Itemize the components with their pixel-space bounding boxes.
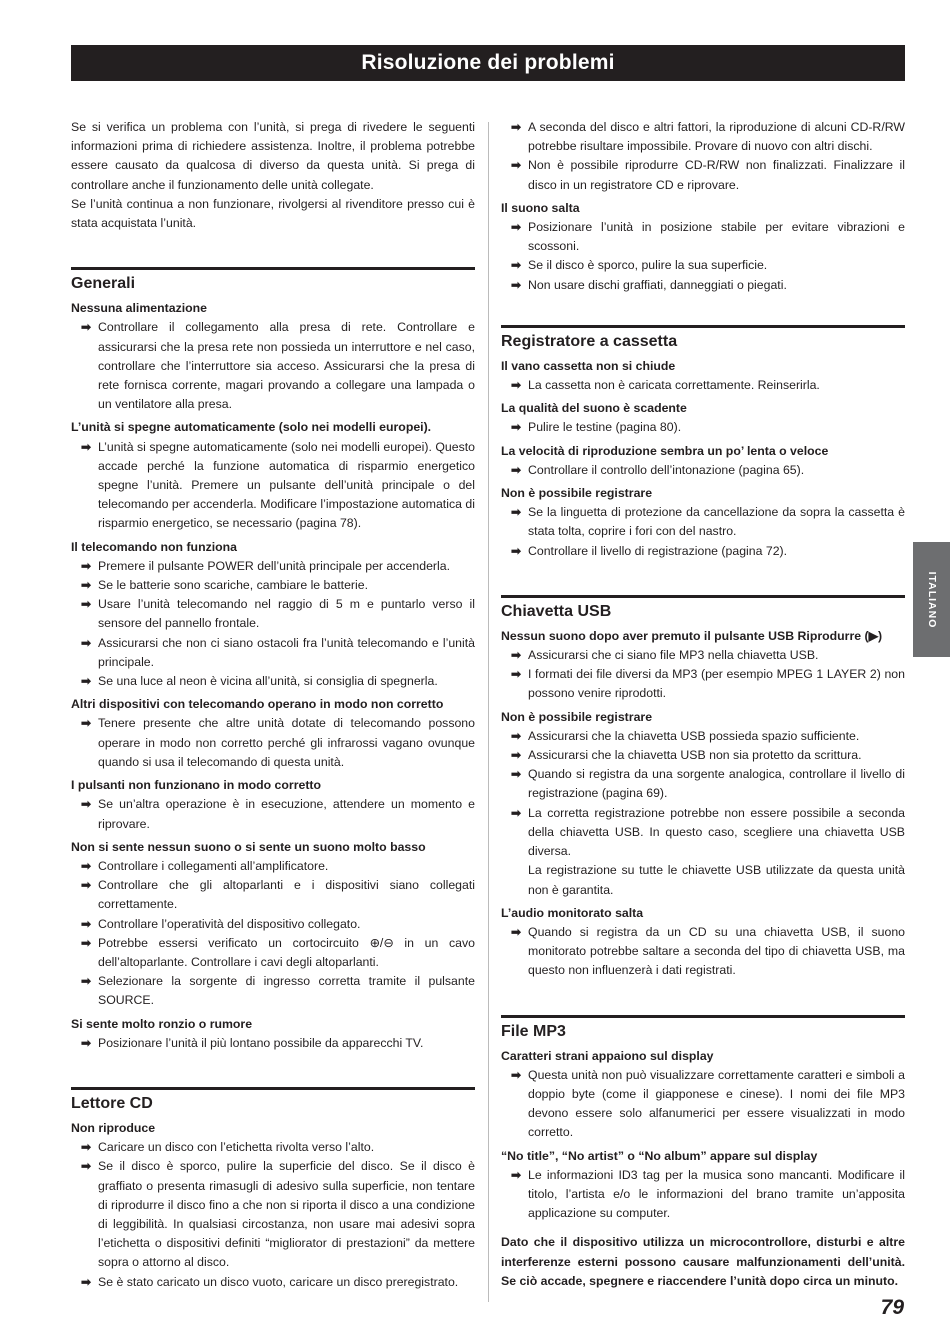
list-item-text: Caricare un disco con l’etichetta rivolta verso l’alto. — [98, 1140, 375, 1155]
list-item-text: Quando si registra da un CD su una chiavetta USB, il suono monitorato potrebbe saltare a seconda del tipo di chiavetta USB, ma questo non influenzerà i dati registrati. — [528, 924, 905, 978]
problem-heading: Il vano cassetta non si chiude — [501, 358, 676, 373]
list-item-text: Assicurarsi che la chiavetta USB possieda spazio sufficiente. — [528, 728, 860, 743]
section-body — [501, 627, 905, 981]
arrow-right-icon: ➡ — [81, 1140, 92, 1155]
problem-heading: Il suono salta — [501, 200, 580, 215]
list-item-text: Pulire le testine (pagina 80). — [528, 420, 682, 435]
section-title: File MP3 — [501, 1022, 566, 1040]
language-tab-label: ITALIANO — [925, 571, 938, 628]
problem-heading: La velocità di riproduzione sembra un po’ lenta o veloce — [501, 443, 829, 458]
arrow-right-icon: ➡ — [81, 635, 92, 650]
list-item-text: Controllare il livello di registrazione (pagina 72). — [528, 543, 788, 558]
list-item — [71, 672, 475, 691]
arrow-right-icon: ➡ — [81, 1035, 92, 1050]
arrow-right-icon: ➡ — [511, 462, 522, 477]
right-column — [501, 118, 905, 1291]
list-item — [71, 1034, 475, 1053]
list-item-text: Quando si registra da una sorgente analogica, controllare il livello di registrazione (pagina 69). — [528, 767, 905, 801]
page-title: Risoluzione dei problemi — [71, 45, 905, 81]
list-item — [501, 765, 905, 803]
list-item-text: Usare l’unità telecomando nel raggio di 5 m e puntarlo verso il sensore del pannello frontale. — [98, 597, 475, 631]
list-item — [71, 1138, 475, 1157]
intro-paragraph-2: Se l’unità continua a non funzionare, rivolgersi al rivenditore presso cui è stata acquistata l’unità. — [71, 196, 475, 231]
problem-heading: Si sente molto ronzio o rumore — [71, 1016, 253, 1031]
language-tab — [913, 542, 950, 657]
list-item-text: Controllare il controllo dell’intonazione (pagina 65). — [528, 462, 805, 477]
list-item — [501, 746, 905, 765]
list-item-text: Non usare dischi graffiati, danneggiati o piegati. — [528, 277, 787, 292]
problem-heading: La qualità del suono è scadente — [501, 401, 687, 416]
intro-paragraph: Se si verifica un problema con l’unità, si prega di rivedere le seguenti informazioni prima di richiedere assistenza. Inoltre, il problema potrebbe essere causato da qualcosa di diverso da questa unità. Si prega di controllare anche il funzionamento delle unità collegate. — [71, 120, 475, 192]
list-item — [501, 1066, 905, 1143]
list-item — [501, 118, 905, 156]
list-item-text: Tenere presente che altre unità dotate di telecomando possono operare in modo non corretto perché gli infrarossi vagano ovunque quando si usa il telecomando di questa unità. — [98, 716, 475, 769]
list-item — [71, 438, 475, 534]
list-item — [501, 542, 905, 561]
list-item-text: Se è stato caricato un disco vuoto, caricare un disco preregistrato. — [98, 1274, 459, 1289]
list-item — [501, 376, 905, 395]
list-item — [71, 915, 475, 934]
list-item — [501, 1166, 905, 1224]
arrow-right-icon: ➡ — [81, 935, 92, 950]
list-item-text: L’unità si spegne automaticamente (solo nei modelli europei). Questo accade perché la funzione automatica di risparmio energetico spegne l’unità. Premere un pulsante dell’unità principale o del telecomando per accenderla. Modificare l’impostazione automatica di risparmio energetico, se necessario (pagina 78). — [98, 439, 475, 531]
list-item — [71, 857, 475, 876]
list-item-text: Controllare l’operatività del dispositivo collegato. — [98, 916, 361, 931]
list-item-text: Se un’altra operazione è in esecuzione, attendere un momento e riprovare. — [98, 797, 475, 831]
arrow-right-icon: ➡ — [81, 916, 92, 931]
list-item-text: Controllare che gli altoparlanti e i dispositivi siano collegati correttamente. — [98, 878, 475, 912]
arrow-right-icon: ➡ — [511, 924, 522, 939]
section-usb — [501, 595, 905, 981]
list-item-text: Posizionare l’unità in posizione stabile per evitare vibrazioni e scossoni. — [528, 220, 905, 254]
list-item — [501, 727, 905, 746]
section-mp3 — [501, 1015, 905, 1224]
list-item — [71, 972, 475, 1010]
section-body — [501, 1047, 905, 1224]
list-item — [71, 795, 475, 833]
problem-heading: Non riproduce — [71, 1120, 156, 1135]
problem-heading: Nessuna alimentazione — [71, 301, 207, 316]
list-item-text: Questa unità non può visualizzare correttamente caratteri e simboli a doppio byte (come il giapponese e cinese). I nomi dei file MP3 devono essere solo alfanumerici per essere visualizzati in modo corretto. — [528, 1067, 905, 1140]
list-item-text: Assicurarsi che non ci siano ostacoli fra l’unità telecomando e l’unità principale. — [98, 635, 475, 669]
list-item-text: Se il disco è sporco, pulire la sua superficie. — [528, 258, 768, 273]
problem-heading: Nessun suono dopo aver premuto il pulsante USB Riprodurre (▶) — [501, 628, 883, 643]
list-item — [501, 804, 905, 862]
list-item-text: A seconda del disco e altri fattori, la riproduzione di alcuni CD-R/RW potrebbe risultare impossibile. Provare di nuovo con altri dischi. — [528, 120, 905, 154]
problem-heading: Non è possibile registrare — [501, 486, 653, 501]
list-item-text: Potrebbe essersi verificato un cortocircuito ⊕/⊖ in un cavo dell’altoparlante. Controllare i cavi degli altoparlanti. — [98, 935, 475, 969]
list-item-text: Se il disco è sporco, pulire la superficie del disco. Se il disco è graffiato o presenta rimasugli di adesivo sulla superficie, non tentare di riprodurre il disco fino a che non si riporta il disco a una condizione di leggibilità. In qualsiasi circostanza, non usare mai adesivi sopra l’etichetta o dispositivi definiti “migliorator di prestazioni” da mettere sopra o attorno al disco. — [98, 1159, 475, 1270]
list-item — [71, 318, 475, 414]
list-item — [71, 876, 475, 914]
list-item-text: La corretta registrazione potrebbe non essere possibile a seconda della chiavetta USB. In questo caso, scegliere una chiavetta USB diversa. — [528, 805, 905, 859]
problem-heading: Non si sente nessun suono o si sente un suono molto basso — [71, 839, 426, 854]
arrow-right-icon: ➡ — [511, 748, 522, 763]
list-item — [501, 665, 905, 703]
arrow-right-icon: ➡ — [511, 728, 522, 743]
arrow-right-icon: ➡ — [81, 878, 92, 893]
list-item — [71, 634, 475, 672]
list-item — [71, 1273, 475, 1292]
list-item-text: Se una luce al neon è vicina all’unità, si consiglia di spegnerla. — [98, 674, 438, 689]
section-title: Lettore CD — [71, 1094, 153, 1112]
final-note: Dato che il dispositivo utilizza un microcontrollore, disturbi e altre interferenze esterni possono causare malfunzionamenti dell’unità. Se ciò accade, spegnere e riaccendere l’unità dopo circa un minuto. — [501, 1235, 905, 1288]
left-column — [71, 118, 475, 1292]
problem-heading: “No title”, “No artist” o “No album” appare sul display — [501, 1148, 818, 1163]
list-item-text: Controllare il collegamento alla presa di rete. Controllare e assicurarsi che la presa rete non possieda un interruttore e nel caso, controllare che l’interruttore sia acceso. Assicurarsi che la presa di rete fornisca corrente, magari provando a collegare una lampada o un ventilatore alla presa. — [98, 320, 475, 412]
arrow-right-icon: ➡ — [81, 320, 92, 335]
section-lettore-cd — [71, 1087, 475, 1292]
arrow-right-icon: ➡ — [511, 220, 522, 235]
list-item-text: Le informazioni ID3 tag per la musica sono mancanti. Modificare il titolo, l’artista e/o le informazioni del brano tramite un’apposita applicazione su computer. — [528, 1167, 905, 1221]
arrow-right-icon: ➡ — [81, 1274, 92, 1289]
arrow-right-icon: ➡ — [511, 158, 522, 173]
list-item — [501, 646, 905, 665]
list-item-text: Selezionare la sorgente di ingresso corretta tramite il pulsante SOURCE. — [98, 974, 475, 1008]
arrow-right-icon: ➡ — [511, 648, 522, 663]
arrow-right-icon: ➡ — [511, 1167, 522, 1182]
list-item-text: La cassetta non è caricata correttamente. Reinserirla. — [528, 378, 820, 393]
arrow-right-icon: ➡ — [511, 258, 522, 273]
list-item-text: Posizionare l’unità il più lontano possibile da apparecchi TV. — [98, 1035, 424, 1050]
section-cassetta — [501, 325, 905, 561]
section-body — [501, 357, 905, 561]
arrow-right-icon: ➡ — [511, 667, 522, 682]
list-item — [501, 503, 905, 541]
page-number: 79 — [880, 1296, 904, 1319]
arrow-right-icon: ➡ — [81, 974, 92, 989]
arrow-right-icon: ➡ — [511, 805, 522, 820]
problem-heading: L’unità si spegne automaticamente (solo nei modelli europei). — [71, 420, 432, 435]
section-title: Registratore a cassetta — [501, 332, 678, 350]
list-item — [501, 218, 905, 256]
arrow-right-icon: ➡ — [81, 439, 92, 454]
list-item-text: Se la linguetta di protezione da cancellazione da sopra la cassetta è stata tolta, coprire i fori con del nastro. — [528, 505, 905, 539]
list-item — [71, 934, 475, 972]
column-divider — [488, 122, 489, 1302]
problem-heading: Altri dispositivi con telecomando operano in modo non corretto — [71, 697, 444, 712]
list-item-text: Non è possibile riprodurre CD-R/RW non finalizzati. Finalizzare il disco in un registratore CD e riprovare. — [528, 158, 905, 192]
cd-continued-groups — [501, 199, 905, 295]
arrow-right-icon: ➡ — [511, 120, 522, 134]
problem-heading: Caratteri strani appaiono sul display — [501, 1048, 714, 1063]
problem-heading: Il telecomando non funziona — [71, 539, 238, 554]
arrow-right-icon: ➡ — [511, 277, 522, 292]
list-item — [501, 923, 905, 981]
list-item-text: Premere il pulsante POWER dell’unità principale per accenderla. — [98, 558, 450, 573]
list-item — [71, 595, 475, 633]
arrow-right-icon: ➡ — [81, 597, 92, 612]
arrow-right-icon: ➡ — [511, 420, 522, 435]
list-item — [501, 256, 905, 275]
list-item — [71, 1157, 475, 1272]
list-item — [501, 156, 905, 194]
list-item-text: I formati dei file diversi da MP3 (per esempio MPEG 1 LAYER 2) non possono venire riprodotti. — [528, 667, 905, 701]
arrow-right-icon: ➡ — [81, 674, 92, 689]
problem-heading: I pulsanti non funzionano in modo corretto — [71, 778, 322, 793]
list-item — [501, 418, 905, 437]
list-item-text: Controllare i collegamenti all’amplificatore. — [98, 858, 329, 873]
problem-heading: L’audio monitorato salta — [501, 905, 644, 920]
arrow-right-icon: ➡ — [81, 1159, 92, 1174]
item-note: La registrazione su tutte le chiavette USB utilizzate da questa unità non è garantita. — [528, 863, 905, 897]
list-item-text: Assicurarsi che ci siano file MP3 nella chiavetta USB. — [528, 648, 819, 663]
arrow-right-icon: ➡ — [511, 543, 522, 558]
arrow-right-icon: ➡ — [511, 378, 522, 393]
arrow-right-icon: ➡ — [81, 558, 92, 573]
list-item — [71, 714, 475, 772]
arrow-right-icon: ➡ — [511, 505, 522, 520]
cd-continued — [501, 118, 905, 195]
arrow-right-icon: ➡ — [81, 578, 92, 593]
list-item — [71, 576, 475, 595]
list-item — [501, 276, 905, 295]
arrow-right-icon: ➡ — [81, 858, 92, 873]
section-generali — [71, 267, 475, 1053]
section-title: Chiavetta USB — [501, 602, 612, 620]
arrow-right-icon: ➡ — [511, 767, 522, 782]
list-item-text: Assicurarsi che la chiavetta USB non sia protetto da scrittura. — [528, 748, 862, 763]
section-title: Generali — [71, 275, 136, 293]
section-body — [71, 1119, 475, 1292]
arrow-right-icon: ➡ — [81, 797, 92, 812]
arrow-right-icon: ➡ — [511, 1067, 522, 1082]
arrow-right-icon: ➡ — [81, 716, 92, 731]
list-item — [71, 557, 475, 576]
section-body — [71, 299, 475, 1053]
list-item-text: Se le batterie sono scariche, cambiare le batterie. — [98, 578, 368, 593]
problem-heading: Non è possibile registrare — [501, 709, 653, 724]
list-item — [501, 461, 905, 480]
